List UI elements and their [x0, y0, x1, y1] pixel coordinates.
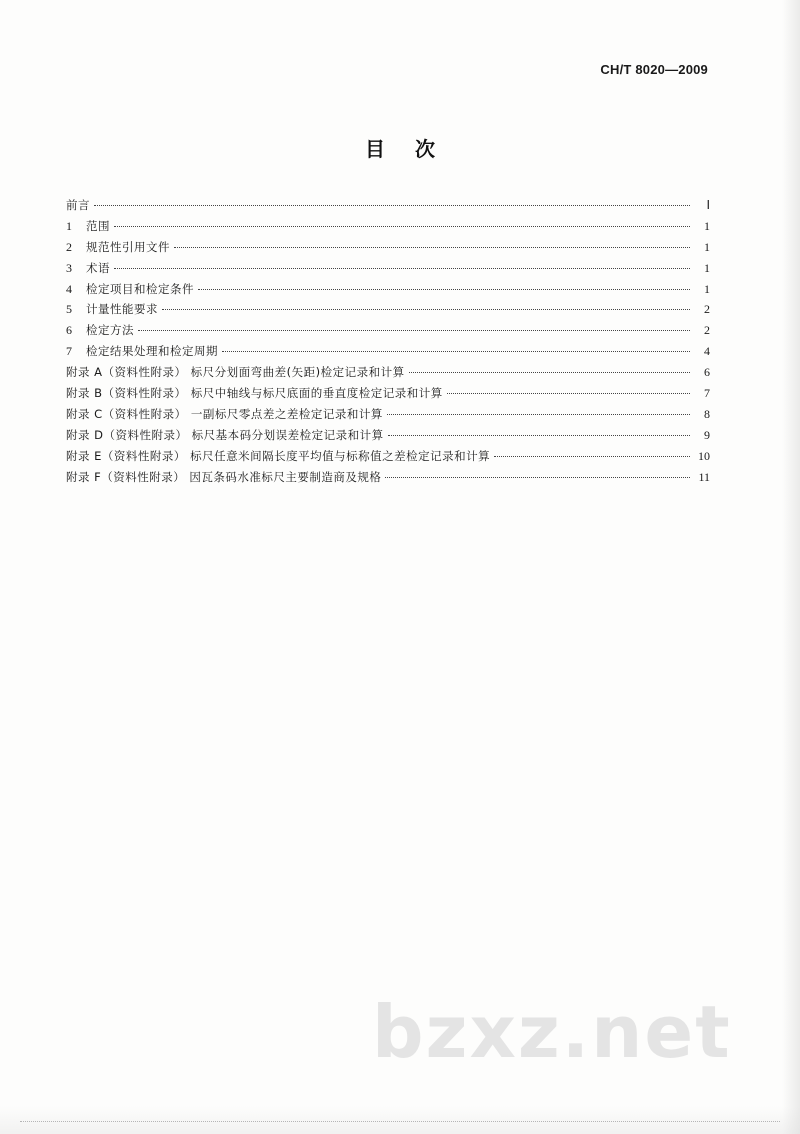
toc-page-number: 9 [704, 427, 710, 442]
toc-row[interactable] [66, 320, 710, 341]
toc-label: 前言 [66, 198, 90, 212]
toc-leader-dots [494, 456, 690, 457]
toc-leader-dots [198, 289, 690, 290]
toc-label: 附录 A（资料性附录） 标尺分划面弯曲差(矢距)检定记录和计算 [66, 365, 405, 380]
scan-right-shadow [782, 0, 800, 1134]
toc-number: 7 [66, 344, 72, 359]
toc-number: 2 [66, 239, 72, 254]
toc-label: 附录 F（资料性附录） 因瓦条码水准标尺主要制造商及规格 [66, 469, 382, 484]
toc-row[interactable] [66, 216, 710, 237]
toc-row[interactable] [66, 341, 710, 362]
toc-row[interactable] [66, 258, 710, 279]
toc-number: 3 [66, 260, 72, 275]
toc-leader-dots [385, 477, 690, 478]
scan-noise-line [20, 1119, 780, 1122]
toc-leader-dots [409, 372, 690, 373]
toc-page-number: 1 [704, 281, 710, 296]
watermark-text: bzxz.net [372, 990, 732, 1074]
toc-row[interactable] [66, 195, 710, 216]
toc-leader-dots [174, 247, 690, 248]
toc-page-number: 2 [704, 302, 710, 317]
toc-label: 检定方法 [86, 323, 134, 338]
toc-row[interactable] [66, 299, 710, 320]
toc-leader-dots [387, 414, 690, 415]
toc-leader-dots [447, 393, 690, 394]
toc-row[interactable] [66, 446, 710, 467]
toc-leader-dots [222, 351, 690, 352]
toc-number: 6 [66, 323, 72, 338]
toc-label: 附录 D（资料性附录） 标尺基本码分划误差检定记录和计算 [66, 427, 384, 442]
toc-row[interactable] [66, 362, 710, 383]
toc-row[interactable] [66, 467, 710, 488]
toc-page-number: 6 [704, 365, 710, 380]
toc-label: 计量性能要求 [86, 302, 158, 317]
toc-number: 5 [66, 302, 72, 317]
toc-page-number: 7 [704, 386, 710, 401]
page-title: 目次 [365, 137, 465, 161]
toc-number: 4 [66, 281, 72, 296]
toc-page-number: 2 [704, 323, 710, 338]
toc-label: 术语 [86, 260, 110, 275]
toc-page-number: 4 [704, 344, 710, 359]
standard-code: CH/T 8020—2009 [600, 62, 708, 77]
toc-number: 1 [66, 218, 72, 233]
toc-row[interactable] [66, 404, 710, 425]
toc-page-number: 8 [704, 406, 710, 421]
toc-leader-dots [138, 330, 690, 331]
toc-page-number: 10 [698, 448, 710, 463]
toc-page-number: 1 [704, 260, 710, 275]
toc-row[interactable] [66, 383, 710, 404]
toc-label: 检定项目和检定条件 [86, 281, 194, 296]
toc-page-number: 11 [698, 469, 710, 484]
toc-label: 附录 C（资料性附录） 一副标尺零点差之差检定记录和计算 [66, 406, 383, 421]
toc-row[interactable] [66, 237, 710, 258]
toc-leader-dots [388, 435, 690, 436]
toc-leader-dots [94, 205, 690, 206]
toc-row[interactable] [66, 425, 710, 446]
toc-page-number: Ⅰ [706, 198, 710, 212]
toc-page-number: 1 [704, 218, 710, 233]
toc-label: 范围 [86, 218, 110, 233]
toc-label: 检定结果处理和检定周期 [86, 344, 218, 359]
toc-row[interactable] [66, 279, 710, 300]
toc-leader-dots [114, 268, 690, 269]
toc-label: 规范性引用文件 [86, 239, 170, 254]
table-of-contents [66, 195, 710, 487]
toc-page-number: 1 [704, 239, 710, 254]
toc-leader-dots [162, 309, 690, 310]
toc-leader-dots [114, 226, 690, 227]
toc-label: 附录 B（资料性附录） 标尺中轴线与标尺底面的垂直度检定记录和计算 [66, 386, 443, 401]
toc-label: 附录 E（资料性附录） 标尺任意米间隔长度平均值与标称值之差检定记录和计算 [66, 448, 491, 463]
